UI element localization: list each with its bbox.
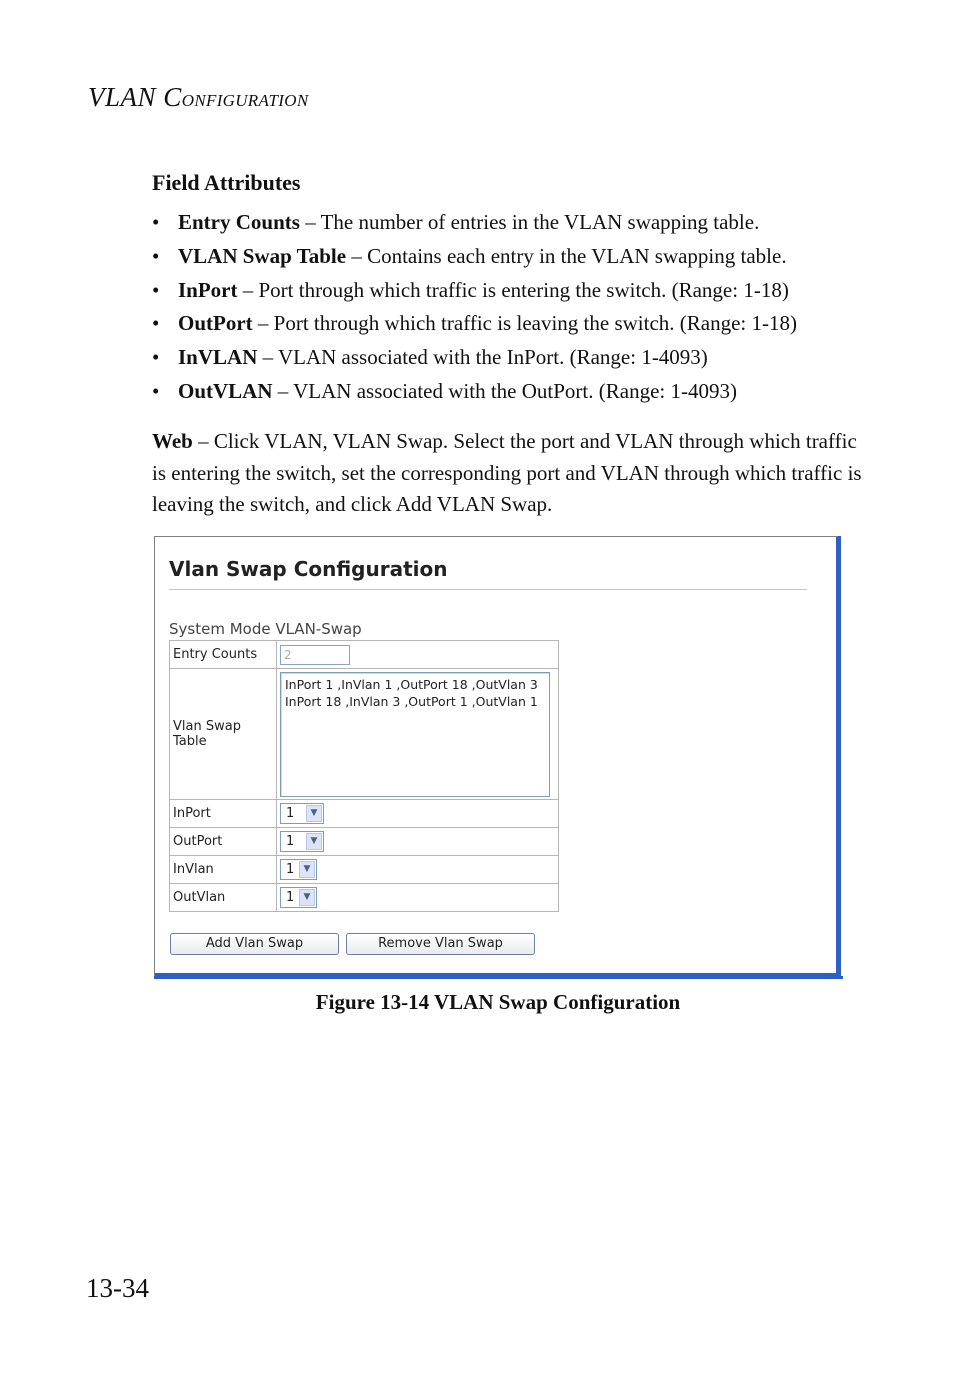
remove-vlan-swap-button[interactable]: Remove Vlan Swap bbox=[346, 933, 535, 955]
list-item: • VLAN Swap Table – Contains each entry in the VLAN swapping table. bbox=[152, 243, 787, 268]
add-vlan-swap-button[interactable]: Add Vlan Swap bbox=[170, 933, 339, 955]
outvlan-row bbox=[170, 884, 558, 911]
chevron-down-icon[interactable]: ▼ bbox=[306, 833, 322, 850]
outport-value: 1 bbox=[286, 834, 295, 849]
outport-cell bbox=[277, 828, 558, 855]
vlan-swap-table-cell bbox=[277, 669, 558, 799]
window-edge bbox=[838, 536, 841, 976]
chevron-down-icon[interactable]: ▼ bbox=[306, 805, 322, 822]
outvlan-value: 1 bbox=[286, 890, 295, 905]
vlan-swap-listbox[interactable] bbox=[280, 672, 550, 797]
outport-row bbox=[170, 828, 558, 856]
outvlan-select[interactable] bbox=[280, 887, 317, 908]
invlan-row bbox=[170, 856, 558, 884]
description: – VLAN associated with the OutPort. (Range: 1-4093) bbox=[272, 378, 737, 403]
web-term: Web bbox=[152, 429, 193, 453]
description: – VLAN associated with the InPort. (Range: 1-4093) bbox=[257, 345, 708, 370]
description: – Contains each entry in the VLAN swapping table. bbox=[346, 243, 787, 268]
web-text: – Click VLAN, VLAN Swap. Select the port and VLAN through which traffic is entering the switch, set the corresponding port and VLAN through which traffic is leaving the switch, and click Add VLAN Swap. bbox=[152, 429, 862, 516]
vlan-swap-table-label: Vlan Swap Table bbox=[170, 669, 277, 799]
divider bbox=[169, 589, 807, 590]
invlan-label: InVlan bbox=[170, 856, 277, 883]
running-header: VLAN CONFIGURATION bbox=[88, 82, 309, 112]
list-item: • OutVLAN – VLAN associated with the OutPort. (Range: 1-4093) bbox=[152, 378, 737, 403]
list-item: • Entry Counts – The number of entries in the VLAN swapping table. bbox=[152, 210, 760, 234]
outvlan-cell bbox=[277, 884, 558, 911]
inport-row bbox=[170, 800, 558, 828]
term: InPort bbox=[178, 277, 238, 302]
list-item: • InVLAN – VLAN associated with the InPort. (Range: 1-4093) bbox=[152, 345, 708, 370]
section-heading: Field Attributes bbox=[152, 170, 301, 195]
web-instructions bbox=[152, 426, 872, 521]
outport-label: OutPort bbox=[170, 828, 277, 855]
inport-cell bbox=[277, 800, 558, 827]
term: VLAN Swap Table bbox=[178, 243, 347, 268]
window-edge bbox=[154, 976, 843, 979]
invlan-cell bbox=[277, 856, 558, 883]
page-title: Vlan Swap Configuration bbox=[169, 557, 448, 581]
list-item[interactable]: InPort 18 ,InVlan 3 ,OutPort 1 ,OutVlan 1 bbox=[285, 693, 538, 709]
description: – The number of entries in the VLAN swapping table. bbox=[299, 210, 760, 234]
page-number: 13-34 bbox=[86, 1273, 149, 1303]
chevron-down-icon[interactable]: ▼ bbox=[299, 861, 315, 878]
invlan-select[interactable] bbox=[280, 859, 317, 880]
chevron-down-icon[interactable]: ▼ bbox=[299, 889, 315, 906]
term: OutPort bbox=[178, 311, 253, 336]
vlan-swap-table-row bbox=[170, 669, 558, 800]
inport-value: 1 bbox=[286, 806, 295, 821]
list-item[interactable]: InPort 1 ,InVlan 1 ,OutPort 18 ,OutVlan 3 bbox=[285, 676, 538, 692]
inport-label: InPort bbox=[170, 800, 277, 827]
list-item: • InPort – Port through which traffic is entering the switch. (Range: 1-18) bbox=[152, 277, 789, 302]
system-mode-label: System Mode VLAN-Swap bbox=[169, 620, 362, 638]
entry-counts-row bbox=[170, 641, 558, 669]
term: OutVLAN bbox=[178, 378, 273, 403]
invlan-value: 1 bbox=[286, 862, 295, 877]
description: – Port through which traffic is leaving the switch. (Range: 1-18) bbox=[252, 311, 797, 336]
list-item: • OutPort – Port through which traffic is leaving the switch. (Range: 1-18) bbox=[152, 311, 797, 336]
description: – Port through which traffic is entering the switch. (Range: 1-18) bbox=[237, 277, 789, 302]
entry-counts-label: Entry Counts bbox=[170, 641, 277, 668]
vlan-swap-form bbox=[169, 640, 559, 912]
entry-counts-field: 2 bbox=[280, 645, 350, 665]
figure-caption: Figure 13-14 VLAN Swap Configuration bbox=[315, 990, 681, 1014]
vlan-swap-screenshot bbox=[154, 536, 840, 977]
outport-select[interactable] bbox=[280, 831, 324, 852]
term: Entry Counts bbox=[178, 210, 300, 234]
term: InVLAN bbox=[178, 345, 258, 370]
inport-select[interactable] bbox=[280, 803, 324, 824]
entry-counts-cell bbox=[277, 641, 558, 668]
outvlan-label: OutVlan bbox=[170, 884, 277, 911]
field-attributes-list bbox=[152, 206, 872, 409]
